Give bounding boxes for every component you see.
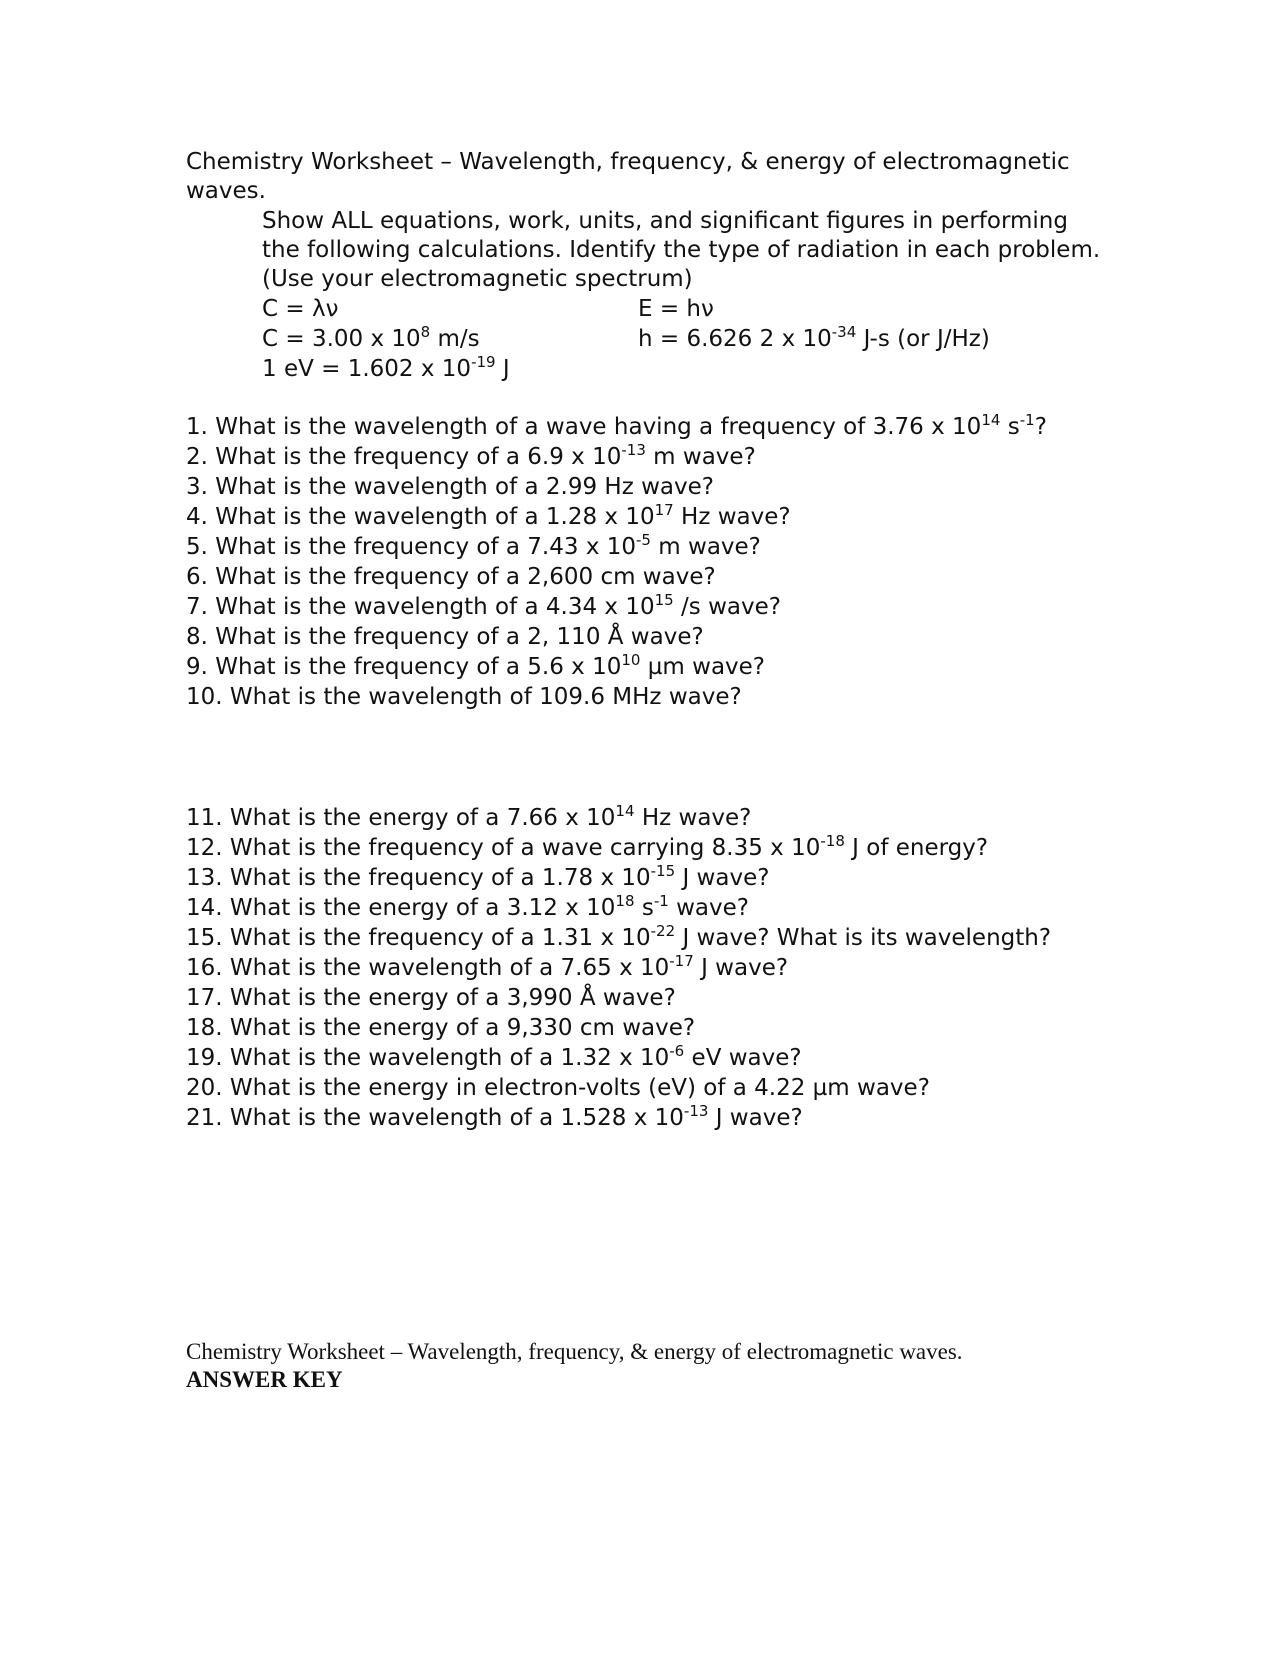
formula-text: C = 3.00 x 10 [262, 326, 421, 352]
question-text: J wave? [675, 865, 770, 891]
exponent: 18 [615, 892, 635, 910]
question-text: Hz wave? [634, 805, 752, 831]
question-item [186, 953, 1086, 983]
exponent: -5 [636, 531, 651, 549]
formula-c-value [262, 325, 480, 354]
exponent: -17 [669, 952, 694, 970]
formula-h-value [638, 325, 990, 354]
formula-text: J-s (or J/Hz) [856, 326, 990, 352]
exponent: 10 [621, 651, 641, 669]
question-text: 2. What is the frequency of a 6.9 x 10 [186, 444, 622, 470]
formula-text: m/s [430, 326, 480, 352]
question-text: 8. What is the frequency of a 2, 110 Å wave? [186, 624, 704, 650]
question-text: /s wave? [673, 594, 781, 620]
question-item [186, 833, 1086, 863]
exponent: -18 [820, 832, 845, 850]
question-text: 1. What is the wavelength of a wave having a frequency of 3.76 x 10 [186, 414, 982, 440]
exponent: -1 [1019, 411, 1035, 429]
question-text: J wave? What is its wavelength? [675, 925, 1052, 951]
question-item [186, 803, 1086, 833]
question-item [186, 592, 1086, 622]
exponent: -34 [831, 323, 857, 341]
question-item [186, 1103, 1086, 1133]
question-text: 4. What is the wavelength of a 1.28 x 10 [186, 504, 655, 530]
question-text: J wave? [708, 1105, 803, 1131]
question-text: 5. What is the frequency of a 7.43 x 10 [186, 534, 637, 560]
question-text: 18. What is the energy of a 9,330 cm wave? [186, 1015, 696, 1041]
question-text: eV wave? [684, 1045, 802, 1071]
question-text: s [1000, 414, 1020, 440]
exponent: 15 [654, 591, 674, 609]
question-item [186, 923, 1086, 953]
instructions: Show ALL equations, work, units, and significant figures in performing the following calculations. Identify the type of radiation in each problem. (Use your electromagnetic spectrum) [262, 208, 1101, 292]
question-item [186, 893, 1086, 923]
question-text: µm wave? [640, 654, 766, 680]
answer-key-title: Chemistry Worksheet – Wavelength, frequency, & energy of electromagnetic waves. [186, 1339, 963, 1364]
question-text: m wave? [645, 444, 756, 470]
exponent: 14 [981, 411, 1001, 429]
question-text: 20. What is the energy in electron-volts (eV) of a 4.22 µm wave? [186, 1075, 930, 1101]
question-text: 13. What is the frequency of a 1.78 x 10 [186, 865, 651, 891]
exponent: -19 [471, 353, 496, 371]
question-item [186, 502, 1086, 532]
exponent: -15 [650, 862, 676, 880]
exponent: 14 [615, 802, 635, 820]
question-item [186, 983, 1086, 1013]
question-text: 15. What is the frequency of a 1.31 x 10 [186, 925, 651, 951]
question-item [186, 652, 1086, 682]
question-text: 16. What is the wavelength of a 7.65 x 10 [186, 955, 670, 981]
question-text: 19. What is the wavelength of a 1.32 x 10 [186, 1045, 670, 1071]
question-text: 17. What is the energy of a 3,990 Å wave? [186, 985, 676, 1011]
formula-text: 1 eV = 1.602 x 10 [262, 356, 472, 382]
answer-key-label: ANSWER KEY [186, 1367, 343, 1392]
question-text: J of energy? [844, 835, 989, 861]
formula-ev-value [262, 355, 510, 384]
question-text: m wave? [650, 534, 761, 560]
question-text: 7. What is the wavelength of a 4.34 x 10 [186, 594, 655, 620]
question-item [186, 412, 1086, 442]
formula-e-h-nu: E = hν [638, 296, 714, 322]
question-item [186, 863, 1086, 893]
exponent: -13 [621, 441, 646, 459]
formula-text: J [495, 356, 510, 382]
question-list-energy [186, 803, 1086, 1133]
question-item [186, 1043, 1086, 1073]
question-text: 6. What is the frequency of a 2,600 cm wave? [186, 564, 716, 590]
question-text: 14. What is the energy of a 3.12 x 10 [186, 895, 616, 921]
question-text: 9. What is the frequency of a 5.6 x 10 [186, 654, 622, 680]
formula-c-lambda-nu: C = λν [262, 296, 339, 322]
exponent: 8 [420, 323, 431, 341]
exponent: -6 [669, 1042, 685, 1060]
exponent: -22 [650, 922, 676, 940]
question-item [186, 562, 1086, 592]
exponent: 17 [654, 501, 674, 519]
question-text: Hz wave? [673, 504, 791, 530]
question-text: 21. What is the wavelength of a 1.528 x 10 [186, 1105, 684, 1131]
question-text: ? [1034, 414, 1047, 440]
exponent: -13 [683, 1102, 709, 1120]
exponent: -1 [653, 892, 669, 910]
question-item [186, 1073, 1086, 1103]
question-text: wave? [668, 895, 749, 921]
question-item [186, 682, 1086, 712]
question-text: s [634, 895, 654, 921]
question-list-wavelength-frequency [186, 412, 1086, 712]
question-text: 11. What is the energy of a 7.66 x 10 [186, 805, 616, 831]
question-item [186, 532, 1086, 562]
question-item [186, 472, 1086, 502]
formula-text: h = 6.626 2 x 10 [638, 326, 832, 352]
question-text: 10. What is the wavelength of 109.6 MHz wave? [186, 684, 742, 710]
question-item [186, 622, 1086, 652]
worksheet-title: Chemistry Worksheet – Wavelength, frequency, & energy of electromagnetic waves. [186, 149, 1070, 204]
question-text: 3. What is the wavelength of a 2.99 Hz wave? [186, 474, 714, 500]
question-item [186, 442, 1086, 472]
question-text: J wave? [693, 955, 789, 981]
question-text: 12. What is the frequency of a wave carrying 8.35 x 10 [186, 835, 821, 861]
question-item [186, 1013, 1086, 1043]
